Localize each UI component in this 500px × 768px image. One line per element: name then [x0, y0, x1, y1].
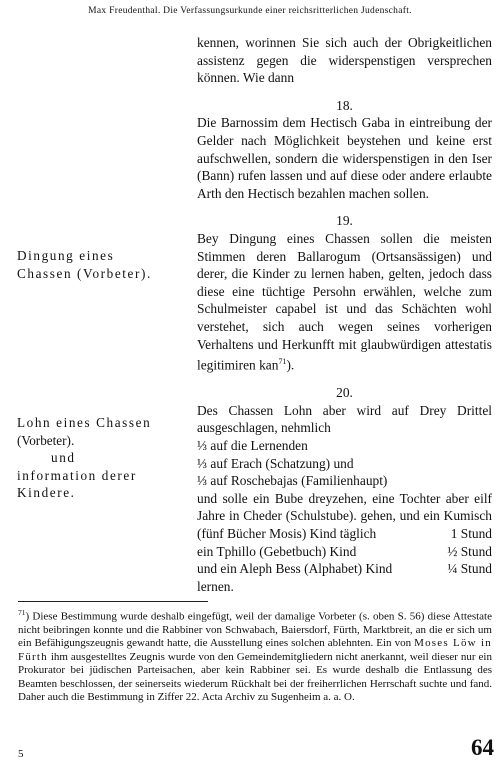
paragraph-19-end: ). — [286, 357, 295, 373]
rate-value: ¼ Stund — [447, 561, 492, 577]
paragraph-19 — [197, 230, 492, 374]
paragraph-20-intro: Des Chassen Lohn aber wird auf Drey Drittel ausgeschlagen, nehmlich — [197, 402, 492, 436]
rate-row-aleph-bess — [197, 560, 492, 578]
footnote-mark: 71 — [18, 608, 26, 617]
third-item: ⅓ auf die Lernenden — [197, 437, 308, 453]
margin-note-line: (Vorbeter). — [17, 432, 75, 448]
rate-label: ein Tphillo (Gebetbuch) Kind — [197, 543, 357, 559]
margin-note-line: Lohn eines Chassen — [17, 415, 152, 430]
paragraph-19-text: Bey Dingung eines Chassen sollen die meisten Stimmen deren Ballarogum (Ortsansässigen) und derer, die Kinder zu lernen haben, gelten, jedoch dass diese eine tüchtige Persohn erwählen, welche zum Schulmeister capabel ist und das Schächten wohl verstehet, sich auch wegen seines vorherigen Verhaltens und Herkunfft mit glaubwürdigen attestatis legitimiren kan — [197, 230, 492, 373]
footnote-71 — [18, 606, 492, 705]
margin-note-line: Dingung eines — [17, 248, 115, 263]
paragraph-20-body: und solle ein Bube dreyzehen, eine Tochter aber eilf Jahre in Cheder (Schulstube). gehen, und ein Kumisch (fünf Bücher Mosis) Kind täglich — [197, 490, 492, 541]
footnote-text-b: ihm ausgestelltes Zeugnis wurde von den Gemeindemitgliedern nicht anerkannt, weil dieser nur ein Prokurator bei jüdischen Parteisachen, aber kein Rabbiner sei. Es wurde deshalb die Entlassung des Beamten beschlossen, der seinerseits wiederum Rückhalt bei der freiherrlichen Herrschaft suchte und fand. Daher auch die Bestimmung in Ziffer 22. Acta Archiv zu Sugenheim a. a. O. — [18, 650, 492, 704]
footnote-rule — [18, 601, 208, 602]
footnote-name: Moses Löw in Fürth — [18, 637, 492, 663]
main-column — [197, 34, 492, 595]
rate-row-tphillo — [197, 543, 492, 561]
rate-label: und ein Aleph Bess (Alphabet) Kind — [197, 561, 393, 577]
third-item: ⅓ auf Erach (Schatzung) und — [197, 455, 354, 471]
third-item: ⅓ auf Roschebajas (Familienhaupt) — [197, 473, 388, 489]
margin-note-line: Kindere. — [17, 485, 76, 501]
rate-value: ½ Stund — [447, 543, 492, 559]
margin-note-line: information derer — [17, 467, 137, 483]
margin-note-19 — [17, 247, 193, 282]
signature-mark: 5 — [18, 748, 24, 760]
section-number-20: 20. — [336, 385, 353, 401]
paragraph-20-tail: lernen. — [197, 578, 234, 594]
page-number: 64 — [471, 735, 494, 760]
paragraph-17-tail: kennen, worinnen Sie sich auch der Obrigkeitlichen assistenz gegen die widerspenstigen versprechen können. Wie dann — [197, 35, 492, 86]
margin-note-line: und — [51, 450, 76, 466]
rate-daily: 1 Stund — [450, 525, 492, 541]
footnote-text-a: ) Diese Bestimmung wurde deshalb eingefügt, weil der damalige Vorbeter (s. oben S. 56) diese Attestate nicht beibringen konnte und die Rabbiner von Schwabach, Baiersdorf, Fürth, Marktbreit, an die er sich um ein Befähigungszeugnis gewandt hatte, die Ausstellung eines solchen ablehnten. Ein von — [18, 610, 492, 650]
paragraph-18: Die Barnossim dem Hectisch Gaba in eintreibung der Gelder nach Möglichkeit beystehen und keine erst aufschwellen, sondern die widerspenstigen in den Iser (Bann) rufen lassen und auf diese oder andere erlaubte Arth den Hectisch bezahlen machen sollen. — [197, 115, 492, 201]
running-header: Max Freudenthal. Die Verfassungsurkunde einer reichsritterlichen Judenschaft. — [88, 6, 412, 16]
margin-note-20 — [17, 414, 193, 502]
margin-note-line: Chassen (Vorbeter). — [17, 265, 152, 281]
section-number-18: 18. — [336, 97, 353, 113]
footnote-ref-71: 71 — [278, 357, 287, 367]
section-number-19: 19. — [336, 213, 353, 229]
